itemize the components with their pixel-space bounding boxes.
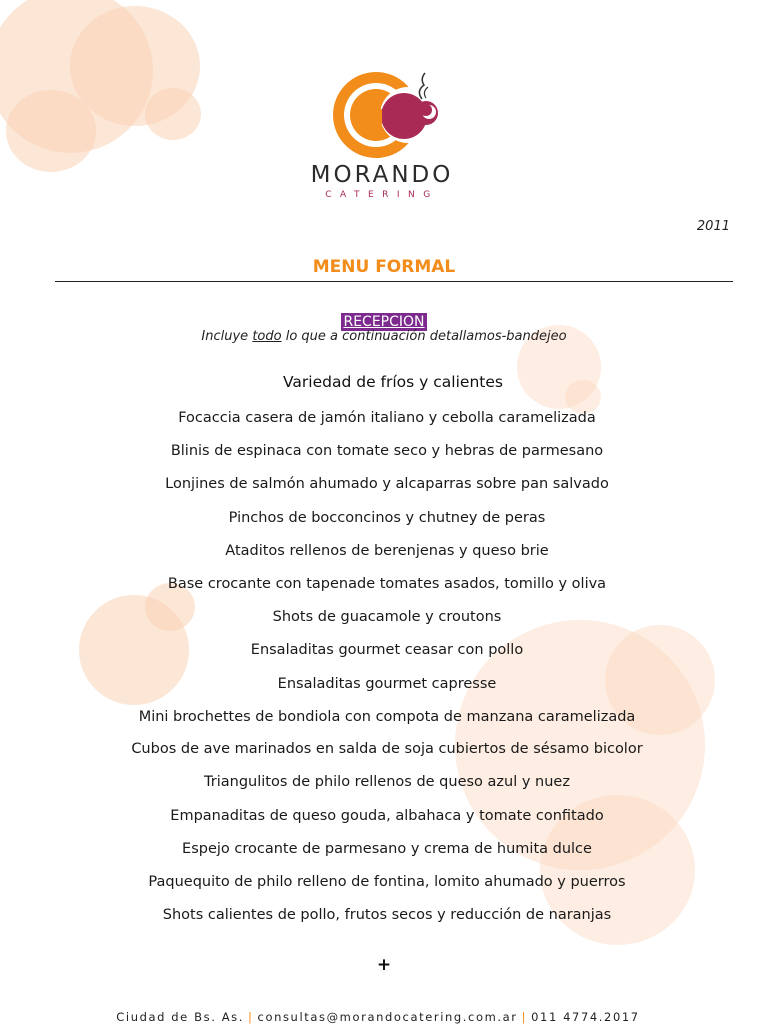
menu-item: Triangulitos de philo rellenos de queso azul y nuez — [204, 774, 570, 790]
menu-item: Espejo crocante de parmesano y crema de humita dulce — [182, 840, 592, 857]
menu-item: Focaccia casera de jamón italiano y cebolla caramelizada — [178, 410, 596, 426]
year-label: 2011 — [696, 219, 730, 234]
menu-title: MENU FORMAL — [312, 257, 456, 277]
brand-name: MORANDO — [310, 162, 454, 188]
menu-item: Base crocante con tapenade tomates asados, tomillo y oliva — [167, 576, 607, 592]
menu-item: Paquequito de philo relleno de fontina, lomito ahumado y puerros — [148, 874, 626, 890]
footer-city: Ciudad de Bs. As. — [116, 1010, 245, 1024]
menu-item: Shots de guacamole y croutons — [272, 609, 502, 625]
decorative-circle — [6, 90, 96, 172]
continuation-plus: + — [376, 955, 392, 975]
decorative-circle — [145, 88, 201, 140]
includes-text-before: Incluye — [201, 329, 253, 344]
menu-item: Mini brochettes de bondiola con compota de manzana caramelizada — [138, 708, 636, 725]
morando-logo-icon — [330, 66, 440, 162]
section-heading: Variedad de fríos y calientes — [283, 373, 503, 391]
footer-email[interactable]: consultas@morandocatering.com.ar — [257, 1010, 518, 1024]
includes-note — [0, 329, 768, 344]
menu-item: Shots calientes de pollo, frutos secos y reducción de naranjas — [162, 907, 612, 923]
title-divider — [55, 281, 733, 282]
menu-item: Blinis de espinaca con tomate seco y hebras de parmesano — [170, 443, 604, 459]
menu-item: Pinchos de bocconcinos y chutney de peras — [228, 509, 546, 526]
footer-phone: 011 4774.2017 — [531, 1010, 640, 1024]
footer-separator: | — [521, 1010, 528, 1024]
section-label: RECEPCION — [343, 314, 425, 330]
brand-logo — [282, 66, 482, 206]
brand-subtitle: CATERING — [325, 190, 439, 200]
menu-item: Lonjines de salmón ahumado y alcaparras sobre pan salvado — [165, 476, 609, 492]
logo-letter: M — [364, 105, 384, 129]
includes-text-after: lo que a continuación detallamos-bandejeo — [281, 329, 567, 344]
menu-item: Ensaladitas gourmet capresse — [277, 675, 497, 692]
includes-emphasis: todo — [252, 329, 282, 344]
menu-item: Ataditos rellenos de berenjenas y queso brie — [225, 543, 549, 559]
footer-separator: | — [248, 1010, 254, 1024]
menu-item: Empanaditas de queso gouda, albahaca y tomate confitado — [170, 807, 604, 824]
footer-contact — [0, 1010, 756, 1024]
menu-item: Cubos de ave marinados en salda de soja cubiertos de sésamo bicolor — [131, 741, 643, 757]
section-label-wrap — [0, 311, 768, 331]
menu-item: Ensaladitas gourmet ceasar con pollo — [250, 642, 524, 658]
